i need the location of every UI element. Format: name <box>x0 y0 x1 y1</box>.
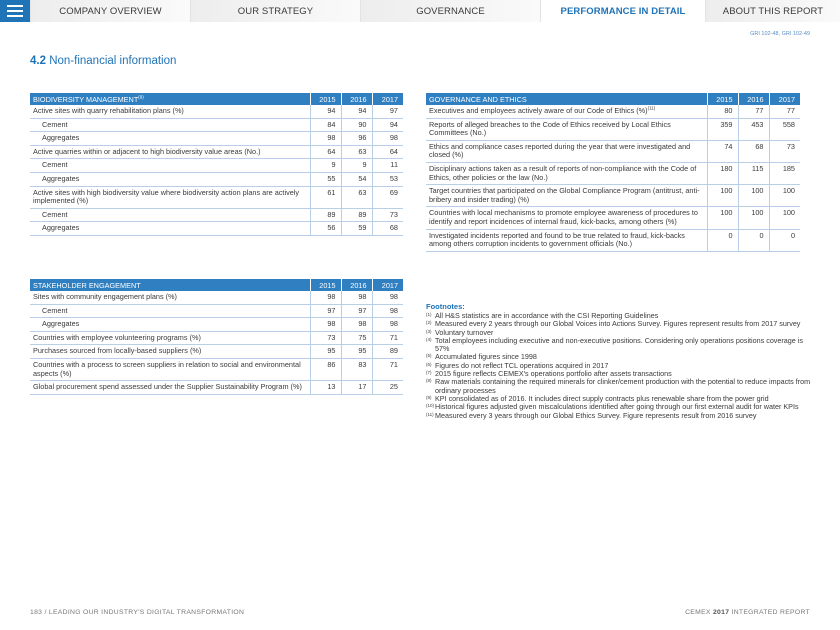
row-value: 63 <box>341 145 372 159</box>
row-label-text: Reports of alleged breaches to the Code of Ethics received by Local Ethics Committees (No.) <box>429 119 671 138</box>
row-value: 68 <box>372 222 403 236</box>
table-row <box>30 304 403 318</box>
table-row <box>30 358 403 380</box>
row-value: 94 <box>341 105 372 118</box>
section-title <box>30 55 176 67</box>
row-value: 100 <box>707 185 738 207</box>
table-row <box>426 140 800 162</box>
row-value: 98 <box>372 291 403 304</box>
footnote-item <box>426 337 812 354</box>
row-value: 98 <box>372 132 403 146</box>
footnote-ref: (8) <box>426 378 432 384</box>
row-value: 90 <box>341 118 372 132</box>
row-label <box>30 145 310 159</box>
row-value: 115 <box>738 162 769 184</box>
footnote-ref: (2) <box>426 320 432 326</box>
row-value: 11 <box>372 159 403 173</box>
row-value: 100 <box>769 185 800 207</box>
footnote-text: Raw materials containing the required minerals for clinker/cement production with the potential to reduce impacts from ordinary processes <box>435 377 811 395</box>
year-header: 2017 <box>372 93 403 105</box>
section-name: Non-financial information <box>49 55 177 67</box>
table-row <box>30 145 403 159</box>
row-label-text: Aggregates <box>42 223 80 233</box>
footnote-ref: (10) <box>426 403 435 409</box>
row-value: 68 <box>738 140 769 162</box>
row-label <box>30 186 310 208</box>
row-value: 453 <box>738 118 769 140</box>
row-value: 80 <box>707 105 738 118</box>
row-value: 180 <box>707 162 738 184</box>
footer-report-name: INTEGRATED REPORT <box>731 609 810 616</box>
row-label-text: Active sites with quarry rehabilitation plans (%) <box>33 106 184 115</box>
row-value: 83 <box>341 358 372 380</box>
footnote-ref: (9) <box>426 394 432 400</box>
row-label-text: Purchases sourced from locally-based suppliers (%) <box>33 346 202 356</box>
table-row <box>30 222 403 236</box>
row-value: 359 <box>707 118 738 140</box>
row-value: 73 <box>310 331 341 345</box>
row-value: 55 <box>310 172 341 186</box>
row-value: 64 <box>372 145 403 159</box>
tab-governance[interactable]: GOVERNANCE <box>360 0 540 22</box>
footnote-text: 2015 figure reflects CEMEX's operations portfolio after assets transactions <box>435 369 672 379</box>
footnote-text: Voluntary turnover <box>435 327 494 337</box>
row-label-text: Active quarries within or adjacent to high biodiversity value areas (No.) <box>33 146 261 156</box>
year-header: 2015 <box>707 93 738 105</box>
row-value: 56 <box>310 222 341 236</box>
row-label <box>30 159 310 173</box>
row-value: 86 <box>310 358 341 380</box>
row-label <box>30 331 310 345</box>
footnote-text: Total employees including executive and non-executive positions. Considering only operations positions coverage is 57% <box>435 335 803 354</box>
row-value: 97 <box>341 304 372 318</box>
row-label <box>30 345 310 359</box>
row-value: 97 <box>372 105 403 118</box>
footnote-ref: (1) <box>426 312 432 317</box>
footer-year: 2017 <box>712 609 730 616</box>
row-value: 100 <box>707 207 738 229</box>
row-value: 98 <box>310 291 341 304</box>
footnote-text: Measured every 3 years through our Global Ethics Survey. Figure represents result from 2016 survey <box>435 410 757 420</box>
stakeholder-table <box>30 279 403 395</box>
footnote-item <box>426 378 812 395</box>
year-header: 2016 <box>341 93 372 105</box>
row-label-text: Executives and employees actively aware of our Code of Ethics (%) <box>429 106 648 115</box>
row-label <box>30 222 310 236</box>
row-value: 100 <box>738 207 769 229</box>
row-label <box>426 162 707 184</box>
governance-table <box>426 93 800 252</box>
footnote-ref: (11) <box>647 105 656 111</box>
footnotes-list <box>426 312 812 420</box>
row-value: 95 <box>341 345 372 359</box>
table-row <box>30 345 403 359</box>
footer-separator: / <box>44 609 47 616</box>
row-value: 59 <box>341 222 372 236</box>
row-value: 100 <box>738 185 769 207</box>
table-row <box>30 186 403 208</box>
row-label-text: Cement <box>42 305 68 315</box>
footer-chapter: LEADING OUR INDUSTRY'S DIGITAL TRANSFORMATION <box>48 609 245 616</box>
table-row <box>30 318 403 332</box>
footnote-text: All H&S statistics are in accordance with the CSI Reporting Guidelines <box>435 311 659 320</box>
row-value: 100 <box>769 207 800 229</box>
row-label <box>30 172 310 186</box>
row-label-text: Cement <box>42 119 68 129</box>
row-value: 71 <box>372 358 403 380</box>
row-value: 13 <box>310 381 341 395</box>
footer-brand: CEMEX <box>685 609 711 616</box>
row-value: 74 <box>707 140 738 162</box>
footnote-text: Historical figures adjusted given miscalculations identified after going through our first external audit for water KPIs <box>435 402 799 412</box>
table-header: GOVERNANCE AND ETHICS <box>426 93 707 105</box>
row-value: 89 <box>372 345 403 359</box>
table-row <box>30 331 403 345</box>
row-value: 97 <box>310 304 341 318</box>
row-label-text: Target countries that participated on the Global Compliance Program (antitrust, anti-bribery and insider trading) (%) <box>429 186 700 204</box>
table-row <box>426 207 800 229</box>
row-value: 9 <box>341 159 372 173</box>
row-label-text: Cement <box>42 209 68 219</box>
year-header: 2016 <box>738 93 769 105</box>
row-value: 98 <box>310 132 341 146</box>
footnote-ref: (11) <box>426 411 434 417</box>
year-header: 2017 <box>769 93 800 105</box>
row-label-text: Aggregates <box>42 173 80 183</box>
footnote-text: Figures do not reflect TCL operations acquired in 2017 <box>435 360 609 370</box>
table-row <box>30 105 403 118</box>
row-label-text: Aggregates <box>42 133 80 143</box>
row-label-text: Countries with a process to screen suppliers in relation to social and environmental aspects (%) <box>33 359 301 378</box>
row-label <box>30 318 310 332</box>
gri-reference: GRI 102-48, GRI 102-49 <box>750 31 810 37</box>
table-row <box>30 159 403 173</box>
row-label <box>30 358 310 380</box>
row-label-text: Ethics and compliance cases reported during the year that were investigated and closed (%) <box>429 141 691 160</box>
row-label <box>426 118 707 140</box>
tab-performance-in-detail[interactable]: PERFORMANCE IN DETAIL <box>540 0 705 22</box>
row-value: 185 <box>769 162 800 184</box>
row-label <box>30 291 310 304</box>
year-header: 2015 <box>310 279 341 291</box>
table-row <box>30 132 403 146</box>
table-row <box>30 118 403 132</box>
footer-right <box>685 609 810 616</box>
page-number: 183 <box>30 609 43 616</box>
table-row <box>426 105 800 118</box>
table-row <box>426 185 800 207</box>
tab-our-strategy[interactable]: OUR STRATEGY <box>190 0 360 22</box>
footer-left <box>30 609 244 616</box>
footnote-ref: (7) <box>426 370 432 376</box>
row-value: 98 <box>372 318 403 332</box>
row-value: 63 <box>341 186 372 208</box>
row-label-text: Active sites with high biodiversity value where biodiversity action plans are actively implemented (%) <box>33 187 300 206</box>
footnotes-title: Footnotes: <box>426 302 465 311</box>
table-row <box>30 291 403 304</box>
footnote-item <box>426 412 812 420</box>
row-label-text: Countries with local mechanisms to promote employee awareness of procedures to identify and report incidences of internal fraud, kick-backs, among others (%) <box>429 208 698 226</box>
row-label-text: Disciplinary actions taken as a result of reports of non-compliance with the Code of Ethics, other policies or the law (No.) <box>429 163 697 182</box>
hamburger-menu-icon[interactable] <box>0 0 30 22</box>
row-value: 17 <box>341 381 372 395</box>
table-row <box>426 162 800 184</box>
tab-about-this-report[interactable]: ABOUT THIS REPORT <box>705 0 840 22</box>
row-label <box>30 208 310 222</box>
row-label-text: Investigated incidents reported and found to be true related to fraud, kick-backs among others corruption incidents to government officials (No.) <box>429 230 685 249</box>
row-value: 61 <box>310 186 341 208</box>
row-value: 64 <box>310 145 341 159</box>
row-value: 95 <box>310 345 341 359</box>
row-value: 0 <box>707 229 738 251</box>
footnote-text: KPI consolidated as of 2016. It includes direct supply contracts plus renewable share from the power grid <box>435 393 769 403</box>
row-value: 94 <box>372 118 403 132</box>
row-value: 558 <box>769 118 800 140</box>
footnotes <box>426 302 812 420</box>
row-value: 98 <box>341 318 372 332</box>
table-row <box>426 229 800 251</box>
table-header: BIODIVERSITY MANAGEMENT$^{(9)}$ <box>30 93 310 105</box>
row-label <box>30 381 310 395</box>
row-value: 53 <box>372 172 403 186</box>
row-value: 0 <box>738 229 769 251</box>
table-header: STAKEHOLDER ENGAGEMENT <box>30 279 310 291</box>
footnote-ref: (5) <box>426 353 432 359</box>
row-value: 84 <box>310 118 341 132</box>
row-label-text: Aggregates <box>42 319 80 329</box>
row-label <box>426 105 707 118</box>
row-value: 75 <box>341 331 372 345</box>
row-value: 71 <box>372 331 403 345</box>
footnote-ref: (6) <box>426 361 432 367</box>
row-label-text: Countries with employee volunteering programs (%) <box>33 332 201 342</box>
table-row <box>30 381 403 395</box>
row-label <box>30 304 310 318</box>
footnote-ref: (4) <box>426 336 432 342</box>
table-row <box>426 118 800 140</box>
row-value: 54 <box>341 172 372 186</box>
row-label <box>30 132 310 146</box>
table-row <box>30 172 403 186</box>
row-label <box>426 185 707 207</box>
year-header: 2015 <box>310 93 341 105</box>
year-header: 2017 <box>372 279 403 291</box>
row-value: 77 <box>769 105 800 118</box>
row-label <box>426 207 707 229</box>
year-header: 2016 <box>341 279 372 291</box>
top-nav <box>0 0 840 22</box>
row-label-text: Global procurement spend assessed under the Supplier Sustainability Program (%) <box>33 382 302 392</box>
row-label <box>30 118 310 132</box>
row-value: 9 <box>310 159 341 173</box>
row-label <box>30 105 310 118</box>
biodiversity-table <box>30 93 403 236</box>
tab-company-overview[interactable]: COMPANY OVERVIEW <box>30 0 190 22</box>
row-value: 98 <box>372 304 403 318</box>
footnote-text: Measured every 2 years through our Global Voices into Actions Survey. Figures represent results from 2017 survey <box>435 319 801 329</box>
row-value: 98 <box>341 291 372 304</box>
row-value: 89 <box>310 208 341 222</box>
row-label <box>426 229 707 251</box>
footnote-text: Accumulated figures since 1998 <box>435 352 537 362</box>
row-value: 98 <box>310 318 341 332</box>
footnote-ref: (3) <box>426 328 432 334</box>
row-label-text: Cement <box>42 160 68 170</box>
row-value: 25 <box>372 381 403 395</box>
row-label <box>426 140 707 162</box>
row-value: 96 <box>341 132 372 146</box>
row-value: 73 <box>769 140 800 162</box>
row-value: 94 <box>310 105 341 118</box>
row-value: 73 <box>372 208 403 222</box>
row-value: 77 <box>738 105 769 118</box>
section-number: 4.2 <box>30 55 46 67</box>
row-value: 69 <box>372 186 403 208</box>
row-value: 0 <box>769 229 800 251</box>
row-label-text: Sites with community engagement plans (%) <box>33 292 177 301</box>
table-row <box>30 208 403 222</box>
row-value: 89 <box>341 208 372 222</box>
